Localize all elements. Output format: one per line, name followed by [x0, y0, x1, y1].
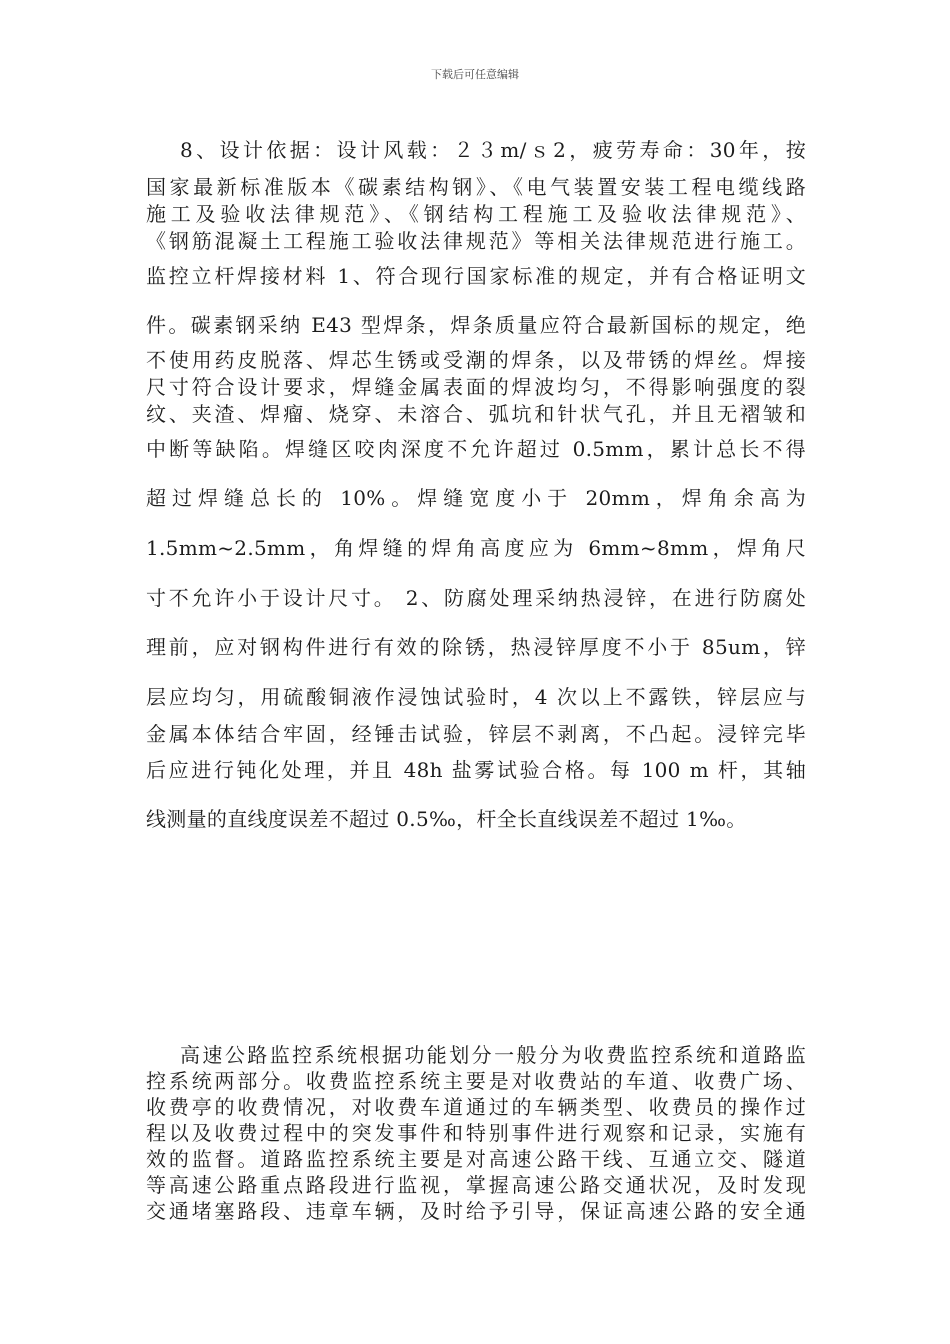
paragraph-line: 不使用药皮脱落、焊芯生锈或受潮的焊条，以及带锈的焊丝。焊接 — [146, 348, 806, 372]
paragraph-line: 《钢筋混凝土工程施工验收法律规范》等相关法律规范进行施工。 — [146, 229, 806, 253]
paragraph-line: 纹、夹渣、焊瘤、烧穿、未溶合、弧坑和针状气孔，并且无褶皱和 — [146, 402, 806, 426]
paragraph-line: 收费亭的收费情况，对收费车道通过的车辆类型、收费员的操作过 — [146, 1095, 806, 1119]
paragraph-line: 8、设计依据：设计风载：２３m/ｓ2，疲劳寿命：30年，按 — [180, 138, 806, 162]
paragraph-line: 效的监督。道路监控系统主要是对高速公路干线、互通立交、隧道 — [146, 1147, 806, 1171]
paragraph-line: 理前，应对钢构件进行有效的除锈，热浸锌厚度不小于 85um，锌 — [146, 635, 806, 659]
page-header: 下载后可任意编辑 — [431, 68, 519, 81]
paragraph-line: 寸不允许小于设计尺寸。 2、防腐处理采纳热浸锌，在进行防腐处 — [146, 586, 806, 610]
paragraph-line: 层应均匀，用硫酸铜液作浸蚀试验时，4 次以上不露铁，锌层应与 — [146, 685, 806, 709]
paragraph-line: 等高速公路重点路段进行监视，掌握高速公路交通状况，及时发现 — [146, 1173, 806, 1197]
paragraph-line: 程以及收费过程中的突发事件和特别事件进行观察和记录，实施有 — [146, 1121, 806, 1145]
paragraph-line: 超过焊缝总长的 10%。焊缝宽度小于 20mm，焊角余高为 — [146, 486, 806, 510]
paragraph-line: 监控立杆焊接材料 1、符合现行国家标准的规定，并有合格证明文 — [146, 264, 806, 288]
paragraph-line: 国家最新标准版本《碳素结构钢》、《电气装置安装工程电缆线路 — [146, 175, 806, 199]
paragraph-line: 1.5mm~2.5mm，角焊缝的焊角高度应为 6mm~8mm，焊角尺 — [146, 536, 806, 560]
paragraph-line: 件。碳素钢采纳 E43 型焊条，焊条质量应符合最新国标的规定，绝 — [146, 313, 806, 337]
paragraph-line: 施工及验收法律规范》、《钢结构工程施工及验收法律规范》、 — [146, 202, 806, 226]
paragraph-line: 高速公路监控系统根据功能划分一般分为收费监控系统和道路监 — [180, 1043, 806, 1067]
paragraph-line: 中断等缺陷。焊缝区咬肉深度不允许超过 0.5mm，累计总长不得 — [146, 437, 806, 461]
paragraph-line: 金属本体结合牢固，经锤击试验，锌层不剥离，不凸起。浸锌完毕 — [146, 722, 806, 746]
paragraph-line: 后应进行钝化处理，并且 48h 盐雾试验合格。每 100 m 杆，其轴 — [146, 758, 806, 782]
paragraph-line: 交通堵塞路段、违章车辆，及时给予引导，保证高速公路的安全通 — [146, 1199, 806, 1223]
paragraph-line: 控系统两部分。收费监控系统主要是对收费站的车道、收费广场、 — [146, 1069, 806, 1093]
paragraph-line: 尺寸符合设计要求，焊缝金属表面的焊波均匀，不得影响强度的裂 — [146, 375, 806, 399]
paragraph-line: 线测量的直线度误差不超过 0.5‰，杆全长直线误差不超过 1‰。 — [146, 807, 747, 831]
